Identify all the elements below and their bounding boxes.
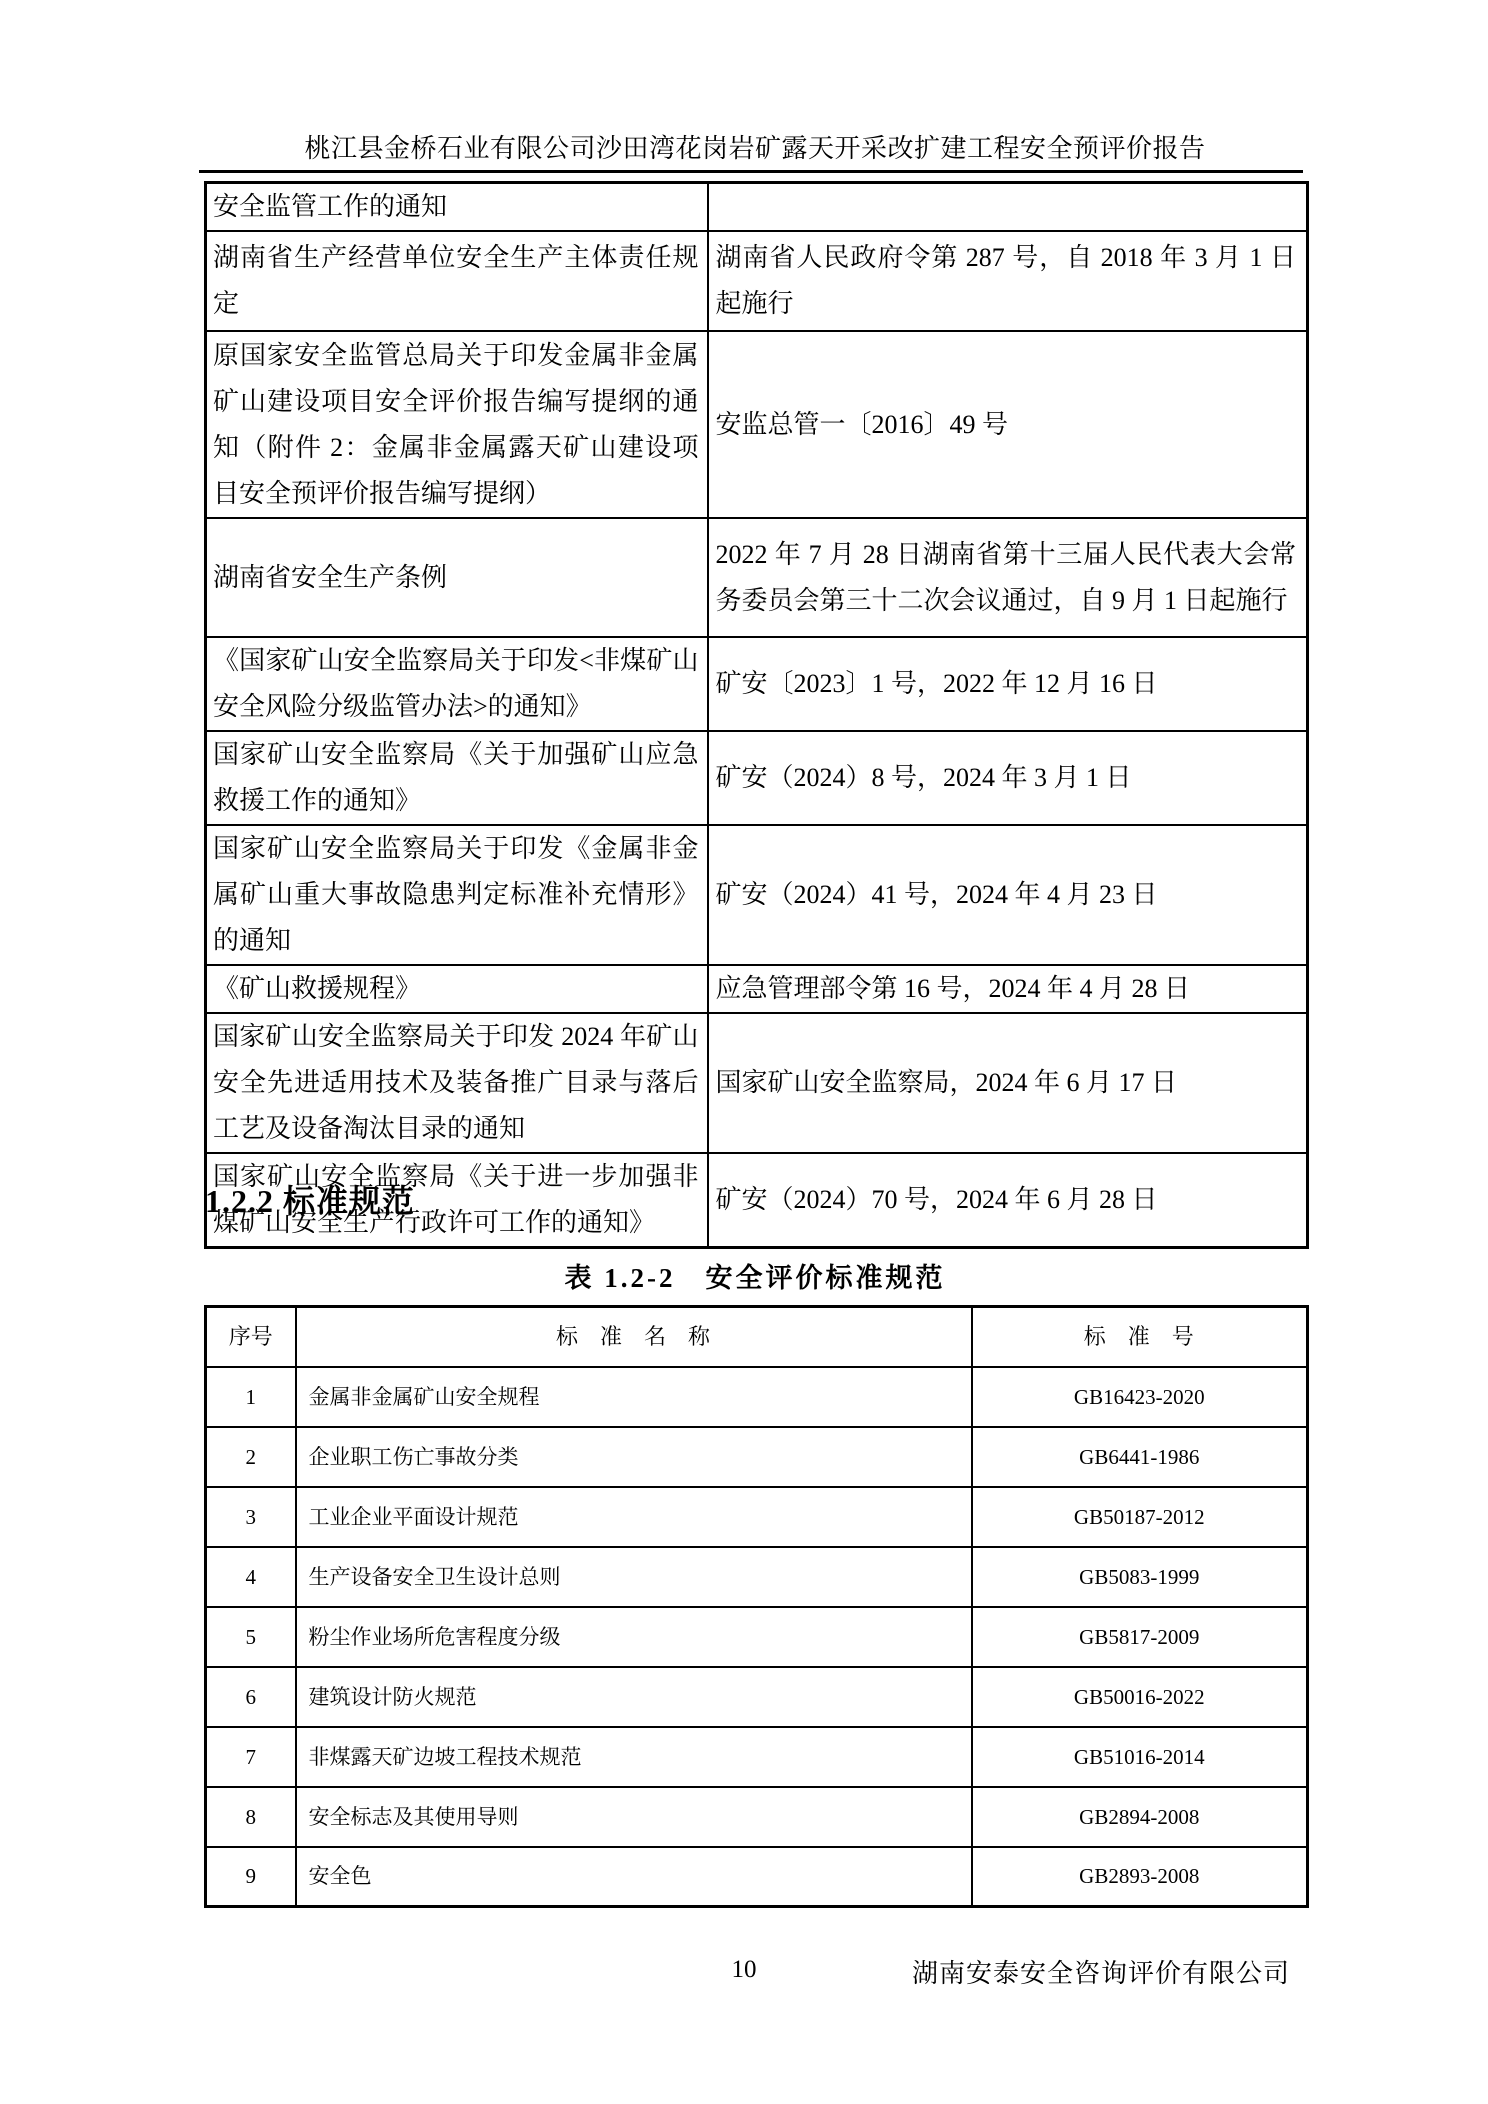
table-row xyxy=(206,518,1308,637)
table-row xyxy=(206,825,1308,965)
header-rule xyxy=(199,170,1303,173)
standards-table xyxy=(204,1305,1309,1908)
standard-number-cell: GB5817-2009 xyxy=(972,1607,1308,1667)
regulation-number-cell: 矿安〔2023〕1 号，2022 年 12 月 16 日 xyxy=(708,637,1308,731)
regulation-name-cell: 国家矿山安全监察局关于印发《金属非金属矿山重大事故隐患判定标准补充情形》的通知 xyxy=(206,825,708,965)
table-row xyxy=(206,231,1308,331)
table-row xyxy=(206,1367,1308,1427)
regulation-name-cell: 《矿山救援规程》 xyxy=(206,965,708,1013)
index-cell: 4 xyxy=(206,1547,296,1607)
standard-number-cell: GB2893-2008 xyxy=(972,1847,1308,1907)
table-row xyxy=(206,731,1308,825)
standard-number-cell: GB51016-2014 xyxy=(972,1727,1308,1787)
standard-name-cell: 安全色 xyxy=(296,1847,972,1907)
footer-company-name: 湖南安泰安全咨询评价有限公司 xyxy=(911,1959,1290,1988)
standard-number-cell: GB2894-2008 xyxy=(972,1787,1308,1847)
column-header-standard-name: 标 准 名 称 xyxy=(296,1307,972,1367)
regulation-name-cell: 国家矿山安全监察局关于印发 2024 年矿山安全先进适用技术及装备推广目录与落后工艺及设备淘汰目录的通知 xyxy=(206,1013,708,1153)
regulations-table xyxy=(204,181,1309,1249)
table-row xyxy=(206,1013,1308,1153)
column-header-standard-number: 标 准 号 xyxy=(972,1307,1308,1367)
regulation-number-cell: 矿安（2024）8 号，2024 年 3 月 1 日 xyxy=(708,731,1308,825)
regulation-name-cell: 湖南省安全生产条例 xyxy=(206,518,708,637)
index-cell: 9 xyxy=(206,1847,296,1907)
standard-number-cell: GB50187-2012 xyxy=(972,1487,1308,1547)
standard-number-cell: GB5083-1999 xyxy=(972,1547,1308,1607)
regulation-number-cell: 安监总管一〔2016〕49 号 xyxy=(708,331,1308,518)
table-row xyxy=(206,1727,1308,1787)
running-header-title: 桃江县金桥石业有限公司沙田湾花岗岩矿露天开采改扩建工程安全预评价报告 xyxy=(304,134,1206,163)
index-cell: 8 xyxy=(206,1787,296,1847)
regulation-number-cell: 应急管理部令第 16 号，2024 年 4 月 28 日 xyxy=(708,965,1308,1013)
regulation-name-cell: 国家矿山安全监察局《关于加强矿山应急救援工作的通知》 xyxy=(206,731,708,825)
regulation-number-cell xyxy=(708,183,1308,232)
table-row xyxy=(206,965,1308,1013)
index-cell: 7 xyxy=(206,1727,296,1787)
regulation-name-cell: 安全监管工作的通知 xyxy=(206,183,708,232)
regulation-name-cell: 《国家矿山安全监察局关于印发<非煤矿山安全风险分级监管办法>的通知》 xyxy=(206,637,708,731)
standard-name-cell: 安全标志及其使用导则 xyxy=(296,1787,972,1847)
table-row xyxy=(206,1847,1308,1907)
index-cell: 3 xyxy=(206,1487,296,1547)
standard-name-cell: 金属非金属矿山安全规程 xyxy=(296,1367,972,1427)
standard-name-cell: 企业职工伤亡事故分类 xyxy=(296,1427,972,1487)
index-cell: 1 xyxy=(206,1367,296,1427)
index-cell: 6 xyxy=(206,1667,296,1727)
regulation-number-cell: 矿安（2024）70 号，2024 年 6 月 28 日 xyxy=(708,1153,1308,1248)
table-row xyxy=(206,1547,1308,1607)
table-row xyxy=(206,1787,1308,1847)
standard-name-cell: 非煤露天矿边坡工程技术规范 xyxy=(296,1727,972,1787)
table-row xyxy=(206,331,1308,518)
standard-name-cell: 粉尘作业场所危害程度分级 xyxy=(296,1607,972,1667)
standards-table-caption: 表 1.2-2 安全评价标准规范 xyxy=(564,1263,946,1293)
standard-name-cell: 建筑设计防火规范 xyxy=(296,1667,972,1727)
table-row xyxy=(206,1487,1308,1547)
table-row xyxy=(206,1427,1308,1487)
table-row xyxy=(206,1607,1308,1667)
table-row xyxy=(206,183,1308,232)
standard-name-cell: 工业企业平面设计规范 xyxy=(296,1487,972,1547)
regulation-name-cell: 湖南省生产经营单位安全生产主体责任规定 xyxy=(206,231,708,331)
regulation-number-cell: 矿安（2024）41 号，2024 年 4 月 23 日 xyxy=(708,825,1308,965)
regulation-number-cell: 国家矿山安全监察局，2024 年 6 月 17 日 xyxy=(708,1013,1308,1153)
index-cell: 2 xyxy=(206,1427,296,1487)
standard-number-cell: GB50016-2022 xyxy=(972,1667,1308,1727)
column-header-index: 序号 xyxy=(206,1307,296,1367)
regulation-number-cell: 湖南省人民政府令第 287 号，自 2018 年 3 月 1 日起施行 xyxy=(708,231,1308,331)
regulation-name-cell: 国家矿山安全监察局《关于进一步加强非煤矿山安全生产行政许可工作的通知》 xyxy=(206,1153,708,1248)
standard-name-cell: 生产设备安全卫生设计总则 xyxy=(296,1547,972,1607)
table-header-row xyxy=(206,1307,1308,1367)
table-row xyxy=(206,1667,1308,1727)
regulation-name-cell: 原国家安全监管总局关于印发金属非金属矿山建设项目安全评价报告编写提纲的通知（附件 2：金属非金属露天矿山建设项目安全预评价报告编写提纲） xyxy=(206,331,708,518)
index-cell: 5 xyxy=(206,1607,296,1667)
regulation-number-cell: 2022 年 7 月 28 日湖南省第十三届人民代表大会常务委员会第三十二次会议通过，自 9 月 1 日起施行 xyxy=(708,518,1308,637)
standard-number-cell: GB16423-2020 xyxy=(972,1367,1308,1427)
page-number: 10 xyxy=(731,1956,757,1983)
section-heading: 1.2.2 标准规范 xyxy=(205,1183,416,1219)
table-row xyxy=(206,637,1308,731)
standard-number-cell: GB6441-1986 xyxy=(972,1427,1308,1487)
